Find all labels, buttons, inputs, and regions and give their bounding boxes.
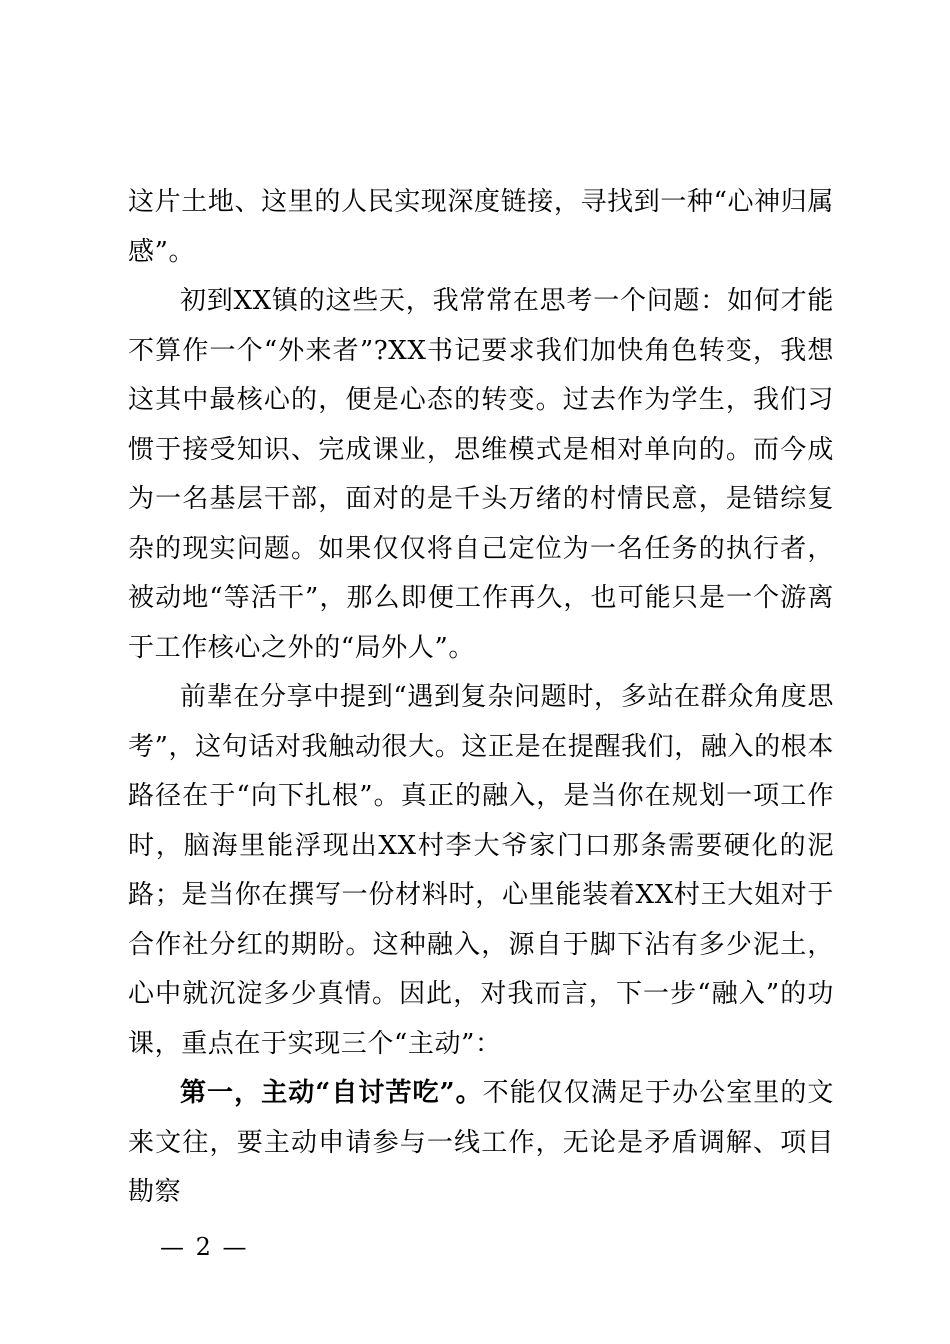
document-body <box>128 178 834 1218</box>
paragraph-role-change <box>128 277 834 673</box>
paragraph-text: 不能仅仅满足于办公室里的文来文往，要主动申请参与一线工作，无论是矛盾调解、项目勘察 <box>128 1078 834 1207</box>
paragraph-continuation <box>128 178 834 277</box>
paragraph-text: 前辈在分享中提到“遇到复杂问题时，多站在群众角度思考”，这句话对我触动很大。这正是在提醒我们，融入的根本路径在于“向下扎根”。真正的融入，是当你在规划一项工作时，脑海里能浮现出XX村李大爷家门口那条需要硬化的泥路；是当你在撰写一份材料时，心里能装着XX村王大姐对于合作社分红的期盼。这种融入，源自于脚下沾有多少泥土，心中就沉淀多少真情。因此，对我而言，下一步“融入”的功课，重点在于实现三个“主动”： <box>128 682 834 1059</box>
paragraph-lead: 第一，主动“自讨苦吃”。 <box>180 1078 483 1108</box>
paragraph-rooting <box>128 673 834 1069</box>
paragraph-text: 这片土地、这里的人民实现深度链接，寻找到一种“心神归属感”。 <box>128 187 834 267</box>
paragraph-first-point <box>128 1069 834 1218</box>
paragraph-text: 初到XX镇的这些天，我常常在思考一个问题：如何才能不算作一个“外来者”?XX书记要求我们加快角色转变，我想这其中最核心的，便是心态的转变。过去作为学生，我们习惯于接受知识、完成课业，思维模式是相对单向的。而今成为一名基层干部，面对的是千头万绪的村情民意，是错综复杂的现实问题。如果仅仅将自己定位为一名任务的执行者，被动地“等活干”，那么即便工作再久，也可能只是一个游离于工作核心之外的“局外人”。 <box>128 286 834 663</box>
page-number: — 2 — <box>160 1233 249 1261</box>
